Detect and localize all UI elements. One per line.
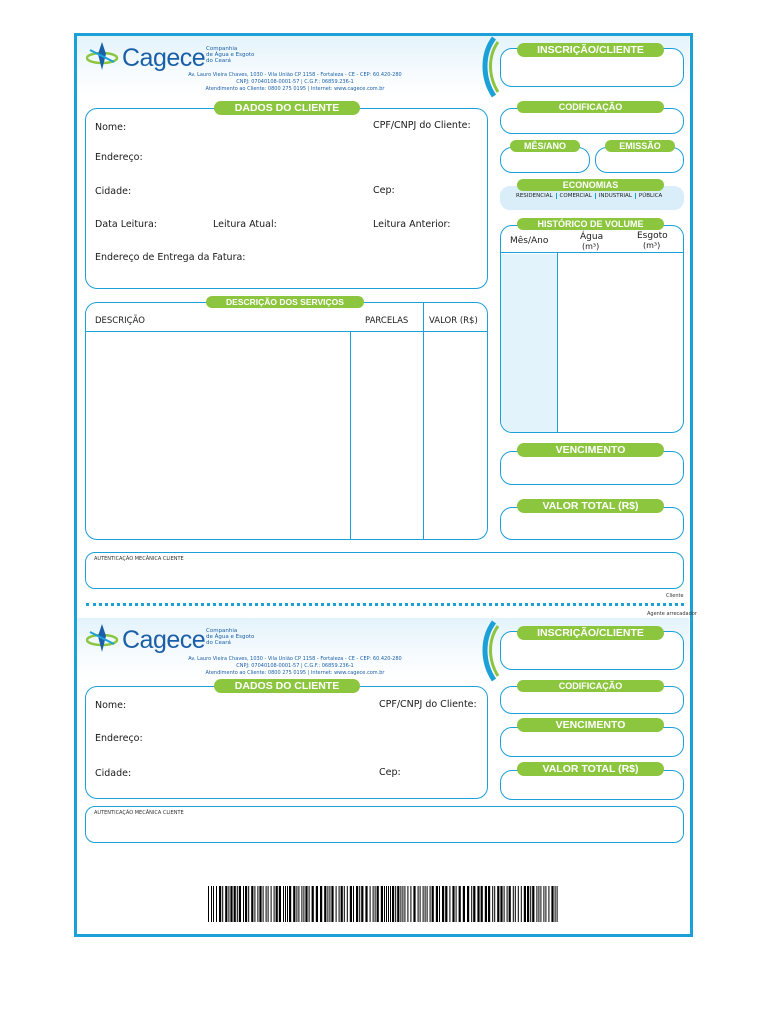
cep-label-bottom: Cep: bbox=[379, 767, 401, 778]
barcode-bar bbox=[268, 886, 269, 922]
barcode-bar bbox=[285, 886, 286, 922]
barcode-bar bbox=[445, 886, 447, 922]
barcode-bar bbox=[257, 886, 258, 922]
barcode-bar bbox=[298, 886, 299, 922]
barcode-bar bbox=[459, 886, 461, 922]
barcode-bar bbox=[532, 886, 534, 922]
servicos-col-divider-1 bbox=[350, 331, 351, 540]
barcode-bar bbox=[452, 886, 454, 922]
company-address-1: Av. Lauro Vieira Chaves, 1030 - Vila União CP 1158 - Fortaleza - CE - CEP: 60.420-280 bbox=[188, 656, 402, 662]
leitura-atual-label: Leitura Atual: bbox=[213, 219, 277, 230]
descricao-col-header: DESCRIÇÃO bbox=[95, 316, 145, 326]
barcode-bar bbox=[327, 886, 328, 922]
barcode-bar bbox=[400, 886, 401, 922]
company-address-2: CNPJ: 07040108-0001-57 | C.G.F.: 06859.236-1 bbox=[236, 663, 354, 669]
barcode-bar bbox=[488, 886, 490, 922]
servicos-col-divider-2 bbox=[423, 302, 424, 540]
valor-col-header: VALOR (R$) bbox=[429, 316, 478, 326]
barcode-bar bbox=[230, 886, 232, 922]
barcode-bar bbox=[305, 886, 307, 922]
barcode-bar bbox=[276, 886, 278, 922]
cpf-label-bottom: CPF/CNPJ do Cliente: bbox=[379, 699, 477, 710]
barcode-bar bbox=[477, 886, 479, 922]
emissao-pill: EMISSÃO bbox=[605, 140, 675, 152]
inscricao-pill-bottom: INSCRIÇÃO/CLIENTE bbox=[517, 626, 664, 640]
barcode-bar bbox=[312, 886, 314, 922]
barcode-bar bbox=[388, 886, 389, 922]
company-address-3: Atendimento ao Cliente: 0800 275 0195 | Internet: www.cagece.com.br bbox=[205, 86, 385, 92]
barcode-bar bbox=[423, 886, 424, 922]
endereco-label: Endereço: bbox=[95, 152, 143, 163]
barcode-bar bbox=[266, 886, 267, 922]
economias-industrial: INDUSTRIAL bbox=[596, 193, 636, 199]
endereco-label-bottom: Endereço: bbox=[95, 733, 143, 744]
barcode-bar bbox=[296, 886, 297, 922]
barcode-bar bbox=[347, 886, 348, 922]
barcode-bar bbox=[551, 886, 553, 922]
barcode-bar bbox=[485, 886, 487, 922]
cidade-label: Cidade: bbox=[95, 186, 132, 197]
barcode-bar bbox=[316, 886, 318, 922]
servicos-header-line bbox=[86, 331, 487, 332]
hist-agua-unit: (m³) bbox=[582, 242, 600, 251]
valor-total-pill: VALOR TOTAL (R$) bbox=[517, 499, 664, 513]
barcode-bar bbox=[555, 886, 556, 922]
barcode-bar bbox=[263, 886, 264, 922]
vencimento-pill-bottom: VENCIMENTO bbox=[517, 718, 664, 732]
barcode-bar bbox=[449, 886, 450, 922]
barcode-bar bbox=[410, 886, 411, 922]
data-leitura-label: Data Leitura: bbox=[95, 219, 157, 230]
barcode-bar bbox=[439, 886, 440, 922]
hist-agua: Água bbox=[580, 232, 604, 242]
barcode-bar bbox=[456, 886, 457, 922]
mes-ano-pill: MÊS/ANO bbox=[510, 140, 580, 152]
barcode-bar bbox=[353, 886, 354, 922]
barcode-bar bbox=[515, 886, 516, 922]
barcode-bar bbox=[527, 886, 529, 922]
cidade-label-bottom: Cidade: bbox=[95, 768, 132, 779]
barcode-bar bbox=[492, 886, 493, 922]
barcode-bar bbox=[377, 886, 379, 922]
barcode-bar bbox=[425, 886, 426, 922]
barcode-bar bbox=[287, 886, 288, 922]
barcode-bar bbox=[507, 886, 508, 922]
economias-residencial: RESIDENCIAL bbox=[513, 193, 557, 199]
barcode-bar bbox=[228, 886, 229, 922]
valor-total-pill-bottom: VALOR TOTAL (R$) bbox=[517, 762, 664, 776]
economias-pill: ECONOMIAS bbox=[517, 179, 664, 191]
barcode-bar bbox=[467, 886, 469, 922]
barcode-bar bbox=[397, 886, 399, 922]
barcode-bar bbox=[384, 886, 385, 922]
servicos-pill: DESCRIÇÃO DOS SERVIÇOS bbox=[206, 296, 364, 308]
barcode-bar bbox=[509, 886, 511, 922]
barcode-bar bbox=[259, 886, 261, 922]
barcode-bar bbox=[213, 886, 214, 922]
barcode-bar bbox=[500, 886, 502, 922]
barcode-bar bbox=[271, 886, 272, 922]
barcode-bar bbox=[430, 886, 431, 922]
barcode-bar bbox=[248, 886, 249, 922]
barcode-bar bbox=[530, 886, 531, 922]
barcode-bar bbox=[481, 886, 483, 922]
barcode-bar bbox=[344, 886, 345, 922]
barcode-bar bbox=[427, 886, 428, 922]
barcode-bar bbox=[420, 886, 421, 922]
company-address-3: Atendimento ao Cliente: 0800 275 0195 | Internet: www.cagece.com.br bbox=[205, 670, 385, 676]
economias-comercial: COMERCIAL bbox=[557, 193, 596, 199]
barcode-bar bbox=[473, 886, 475, 922]
barcode-bar bbox=[418, 886, 419, 922]
barcode-bar bbox=[395, 886, 396, 922]
barcode-bar bbox=[442, 886, 444, 922]
barcode-bar bbox=[293, 886, 295, 922]
barcode-bar bbox=[518, 886, 519, 922]
barcode-bar bbox=[375, 886, 376, 922]
barcode-bar bbox=[436, 886, 438, 922]
codificacao-pill-bottom: CODIFICAÇÃO bbox=[517, 680, 664, 692]
barcode-bar bbox=[471, 886, 472, 922]
company-address-1: Av. Lauro Vieira Chaves, 1030 - Vila União CP 1158 - Fortaleza - CE - CEP: 60.420-280 bbox=[188, 72, 402, 78]
barcode-bar bbox=[386, 886, 387, 922]
barcode-bar bbox=[243, 886, 244, 922]
barcode-bar bbox=[359, 886, 360, 922]
barcode-bar bbox=[289, 886, 291, 922]
economias-publica: PÚBLICA bbox=[638, 193, 663, 199]
logo-subtitle: Companhia de Água e Esgoto do Ceará bbox=[206, 46, 255, 64]
cpf-label: CPF/CNPJ do Cliente: bbox=[373, 120, 471, 131]
barcode-bar bbox=[211, 886, 212, 922]
barcode-bar bbox=[545, 886, 546, 922]
barcode-bar bbox=[536, 886, 537, 922]
autenticacao-label: AUTENTICAÇÃO MECÂNICA CLIENTE bbox=[94, 556, 184, 562]
barcode-bar bbox=[251, 886, 253, 922]
cliente-caption: Cliente bbox=[666, 593, 684, 599]
barcode-bar bbox=[208, 886, 209, 922]
barcode-bar bbox=[373, 886, 374, 922]
barcode-bar bbox=[404, 886, 405, 922]
barcode-bar bbox=[390, 886, 391, 922]
barcode-bar bbox=[540, 886, 541, 922]
barcode-bar bbox=[407, 886, 408, 922]
barcode-bar bbox=[463, 886, 465, 922]
barcode-bar bbox=[521, 886, 522, 922]
barcode-bar bbox=[543, 886, 544, 922]
barcode-bar bbox=[392, 886, 394, 922]
hist-col-divider bbox=[557, 252, 558, 433]
dados-cliente-pill: DADOS DO CLIENTE bbox=[214, 101, 360, 115]
servicos-box bbox=[85, 302, 488, 540]
historico-box bbox=[500, 225, 684, 433]
logo-name: Cagece bbox=[122, 626, 206, 654]
barcode-bar bbox=[381, 886, 383, 922]
barcode-bar bbox=[254, 886, 255, 922]
hist-esgoto-unit: (m³) bbox=[643, 241, 661, 250]
barcode-bar bbox=[339, 886, 340, 922]
historico-pill: HISTÓRICO DE VOLUME bbox=[517, 218, 664, 230]
parcelas-col-header: PARCELAS bbox=[365, 316, 409, 326]
cut-line bbox=[86, 603, 684, 606]
barcode-bar bbox=[432, 886, 434, 922]
barcode-bar bbox=[324, 886, 326, 922]
barcode-bar bbox=[303, 886, 304, 922]
barcode-bar bbox=[497, 886, 499, 922]
economias-cols bbox=[513, 193, 683, 199]
hist-header-line bbox=[500, 252, 684, 253]
barcode-icon bbox=[208, 886, 560, 922]
barcode-bar bbox=[237, 886, 238, 922]
nome-label: Nome: bbox=[95, 122, 127, 133]
barcode-bar bbox=[274, 886, 275, 922]
barcode-bar bbox=[513, 886, 514, 922]
barcode-bar bbox=[216, 886, 217, 922]
nome-label-bottom: Nome: bbox=[95, 700, 127, 711]
barcode-bar bbox=[504, 886, 505, 922]
barcode-bar bbox=[413, 886, 415, 922]
codificacao-pill: CODIFICAÇÃO bbox=[517, 101, 664, 113]
header-wave-icon bbox=[480, 36, 502, 98]
cep-label: Cep: bbox=[373, 185, 395, 196]
agente-caption: Agente arrecadador bbox=[647, 611, 697, 617]
barcode-bar bbox=[245, 886, 247, 922]
barcode-bar bbox=[361, 886, 363, 922]
barcode-bar bbox=[225, 886, 227, 922]
barcode-bar bbox=[341, 886, 343, 922]
inscricao-pill: INSCRIÇÃO/CLIENTE bbox=[517, 43, 664, 57]
barcode-bar bbox=[239, 886, 241, 922]
barcode-bar bbox=[309, 886, 310, 922]
dados-cliente-pill-bottom: DADOS DO CLIENTE bbox=[214, 679, 360, 693]
barcode-bar bbox=[234, 886, 236, 922]
header-wave-icon bbox=[480, 620, 502, 682]
logo-subtitle: Companhia de Água e Esgoto do Ceará bbox=[206, 628, 255, 646]
barcode-bar bbox=[524, 886, 526, 922]
autenticacao-label-bottom: AUTENTICAÇÃO MECÂNICA CLIENTE bbox=[94, 810, 184, 816]
logo-name: Cagece bbox=[122, 44, 206, 72]
barcode-bar bbox=[329, 886, 330, 922]
hist-esgoto: Esgoto bbox=[637, 231, 668, 241]
leitura-anterior-label: Leitura Anterior: bbox=[373, 219, 451, 230]
barcode-bar bbox=[301, 886, 302, 922]
historico-shade bbox=[501, 254, 558, 433]
hist-mes-ano: Mês/Ano bbox=[510, 236, 549, 246]
barcode-bar bbox=[557, 886, 558, 922]
cagece-logo-icon bbox=[86, 622, 122, 654]
barcode-bar bbox=[336, 886, 337, 922]
barcode-bar bbox=[331, 886, 333, 922]
barcode-bar bbox=[548, 886, 549, 922]
barcode-bar bbox=[320, 886, 322, 922]
cagece-logo-icon bbox=[86, 40, 122, 72]
barcode-bar bbox=[538, 886, 539, 922]
barcode-bar bbox=[365, 886, 367, 922]
barcode-bar bbox=[222, 886, 223, 922]
endereco-entrega-label: Endereço de Entrega da Fatura: bbox=[95, 252, 246, 263]
company-address-2: CNPJ: 07040108-0001-57 | C.G.F.: 06859.236-1 bbox=[236, 79, 354, 85]
barcode-bar bbox=[350, 886, 352, 922]
barcode-bar bbox=[219, 886, 221, 922]
barcode-bar bbox=[279, 886, 281, 922]
vencimento-pill: VENCIMENTO bbox=[517, 443, 664, 457]
barcode-bar bbox=[283, 886, 284, 922]
barcode-bar bbox=[356, 886, 358, 922]
barcode-bar bbox=[402, 886, 403, 922]
barcode-bar bbox=[494, 886, 495, 922]
barcode-bar bbox=[370, 886, 371, 922]
